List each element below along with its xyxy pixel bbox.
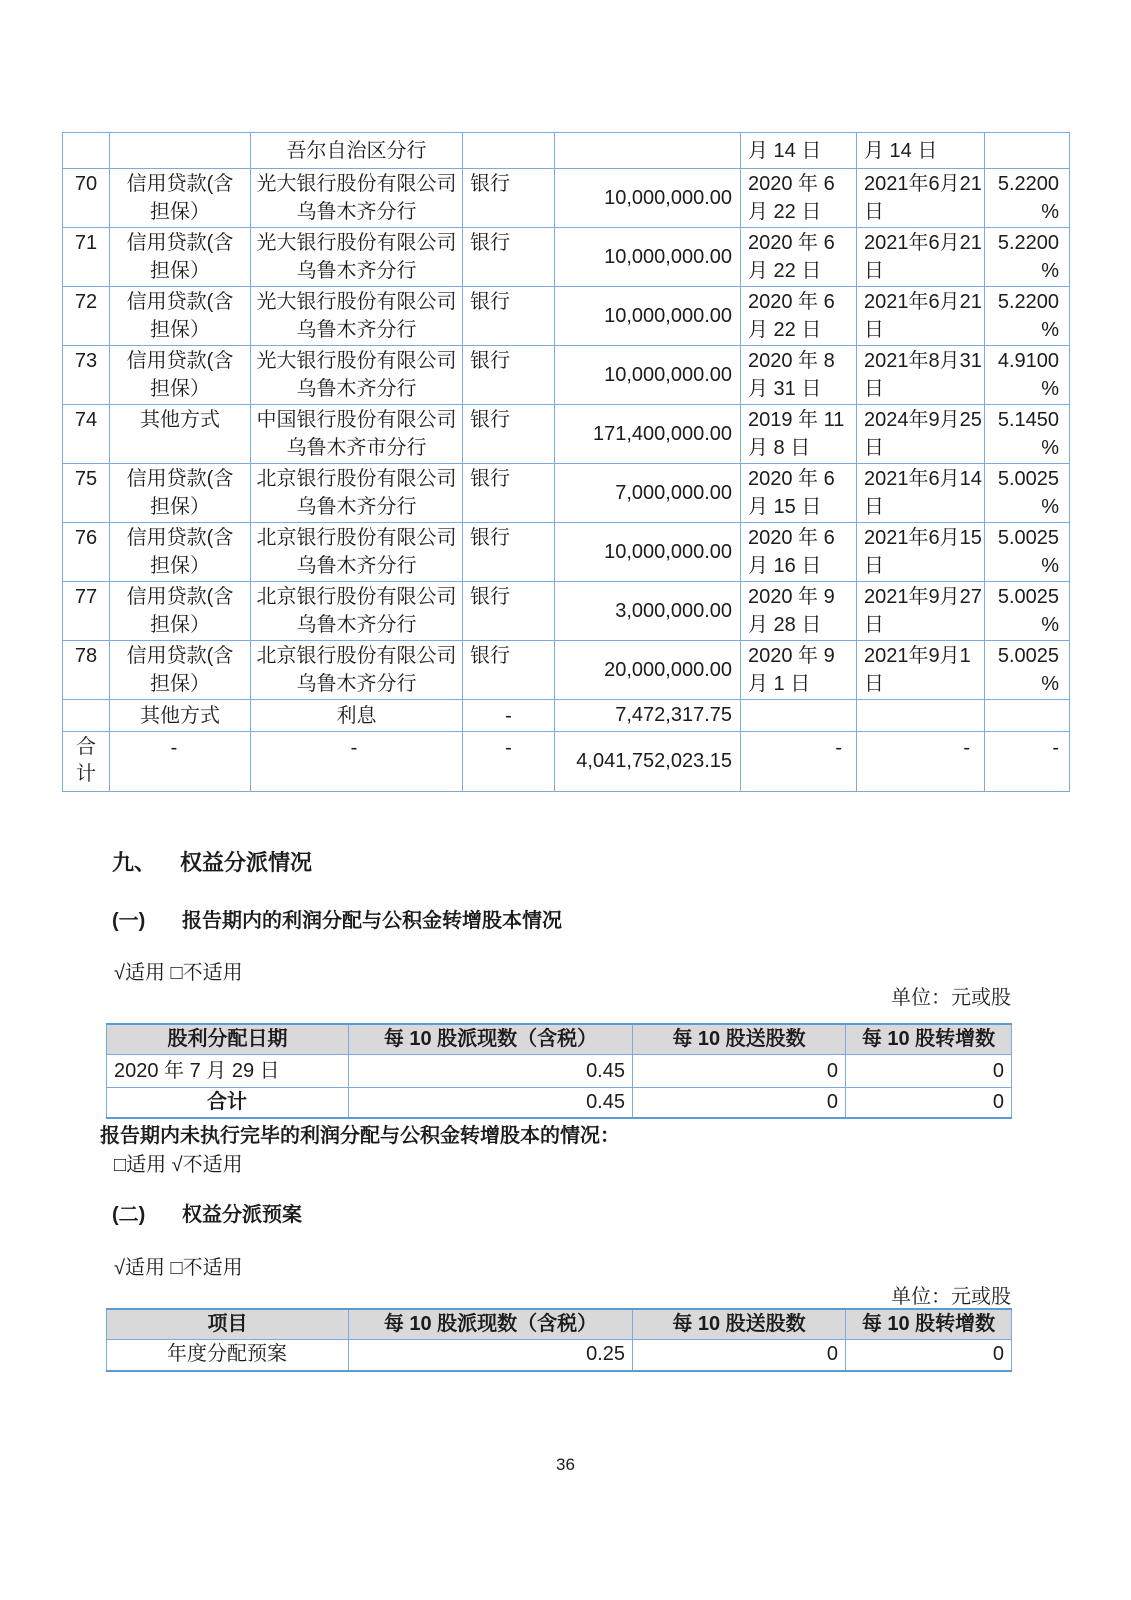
c3-cell: 0: [846, 1055, 1012, 1088]
lender-cell: 北京银行股份有限公司乌鲁木齐分行: [251, 464, 463, 523]
category-cell: 银行: [463, 346, 555, 405]
start-cell: 2019 年 11 月 8 日: [741, 405, 857, 464]
end-cell: 2021年9月27 日: [857, 582, 985, 641]
header-cash-per-10: 每 10 股派现数（含税）: [349, 1309, 633, 1340]
loan-type-cell: [110, 133, 251, 169]
end-cell: 2024年9月25 日: [857, 405, 985, 464]
header-bonus-per-10: 每 10 股送股数: [633, 1024, 846, 1055]
lender-cell: 光大银行股份有限公司乌鲁木齐分行: [251, 169, 463, 228]
loan-row: [63, 405, 1070, 464]
rate-cell: 5.0025%: [985, 523, 1070, 582]
header-distribution-date: 股利分配日期: [107, 1024, 349, 1055]
rate-cell: 5.2200%: [985, 169, 1070, 228]
start-date-cell: [741, 700, 857, 732]
type-cell: 信用贷款(含担保）: [110, 464, 251, 523]
row-no-cell: [63, 133, 110, 169]
section-number: 九、: [112, 850, 157, 875]
rate-cell: 5.0025%: [985, 641, 1070, 700]
c2-cell: 0: [633, 1088, 846, 1119]
no-cell: 70: [63, 169, 110, 228]
start-cell: 2020 年 6 月 22 日: [741, 287, 857, 346]
type-cell: 信用贷款(含担保）: [110, 346, 251, 405]
category-cell: 银行: [463, 405, 555, 464]
end-date-cell: [857, 700, 985, 732]
no-cell: 78: [63, 641, 110, 700]
end-cell: 2021年6月14 日: [857, 464, 985, 523]
end-cell: 2021年8月31 日: [857, 346, 985, 405]
rate-cell: 5.2200%: [985, 228, 1070, 287]
subsection-2-heading: [112, 1198, 302, 1227]
amount-cell: 3,000,000.00: [555, 582, 741, 641]
rate-cell: 5.0025%: [985, 464, 1070, 523]
total-amount-cell: 4,041,752,023.15: [555, 732, 741, 792]
end-cell: 2021年6月21 日: [857, 287, 985, 346]
c0-cell: 2020 年 7 月 29 日: [107, 1055, 349, 1088]
subsection-1-title: 报告期内的利润分配与公积金转增股本情况: [182, 910, 562, 932]
rate-cell: 5.0025%: [985, 582, 1070, 641]
loan-row: [63, 346, 1070, 405]
loan-row: [63, 464, 1070, 523]
no-cell: 74: [63, 405, 110, 464]
lender-cell: 光大银行股份有限公司乌鲁木齐分行: [251, 346, 463, 405]
c2-cell: 0: [633, 1340, 846, 1371]
rate-cell: 5.1450%: [985, 405, 1070, 464]
type-cell: 信用贷款(含担保）: [110, 641, 251, 700]
amount-cell: [555, 133, 741, 169]
row-no-cell: [63, 700, 110, 732]
type-cell: 信用贷款(含担保）: [110, 169, 251, 228]
applicability-line-2: □适用 √不适用: [114, 1154, 243, 1176]
amount-cell: 10,000,000.00: [555, 228, 741, 287]
category-cell: -: [463, 732, 555, 792]
amount-cell: 10,000,000.00: [555, 523, 741, 582]
category-cell: 银行: [463, 228, 555, 287]
amount-cell: 10,000,000.00: [555, 346, 741, 405]
lender-cell: 吾尔自治区分行: [251, 133, 463, 169]
c1-cell: 0.25: [349, 1340, 633, 1371]
end-date-cell: -: [857, 732, 985, 792]
header-conversion-per-10: 每 10 股转增数: [846, 1309, 1012, 1340]
c1-cell: 0.45: [349, 1055, 633, 1088]
c3-cell: 0: [846, 1340, 1012, 1371]
amount-cell: 7,472,317.75: [555, 700, 741, 732]
rate-cell: 5.2200%: [985, 287, 1070, 346]
unit-label-1: 单位：元或股: [891, 987, 1011, 1009]
subsection-2-number: (二): [112, 1204, 146, 1226]
section-title: 权益分派情况: [180, 850, 313, 875]
start-cell: 2020 年 6 月 22 日: [741, 169, 857, 228]
end-cell: 2021年6月21 日: [857, 169, 985, 228]
rate-cell: 4.9100%: [985, 346, 1070, 405]
no-cell: 75: [63, 464, 110, 523]
loan-row: [63, 523, 1070, 582]
loan-type-cell: -: [110, 732, 251, 792]
category-cell: 银行: [463, 464, 555, 523]
start-date-cell: 月 14 日: [741, 133, 857, 169]
dividend-row: [107, 1088, 1012, 1119]
amount-cell: 171,400,000.00: [555, 405, 741, 464]
category-cell: 银行: [463, 523, 555, 582]
distribution-proposal-table: [106, 1308, 1012, 1372]
loan-row: [63, 169, 1070, 228]
table-row-carryover: [63, 133, 1070, 169]
total-label-cell: 合计: [63, 732, 110, 792]
start-date-cell: -: [741, 732, 857, 792]
loan-type-cell: 其他方式: [110, 700, 251, 732]
applicability-line-3: √适用 □不适用: [114, 1257, 243, 1279]
end-cell: 2021年6月15 日: [857, 523, 985, 582]
category-cell: 银行: [463, 582, 555, 641]
unit-label-2: 单位：元或股: [891, 1286, 1011, 1308]
c3-cell: 0: [846, 1088, 1012, 1119]
table-row-interest: [63, 700, 1070, 732]
type-cell: 信用贷款(含担保）: [110, 287, 251, 346]
loan-row: [63, 641, 1070, 700]
no-cell: 72: [63, 287, 110, 346]
category-cell: 银行: [463, 169, 555, 228]
amount-cell: 7,000,000.00: [555, 464, 741, 523]
header-item: 项目: [107, 1309, 349, 1340]
lender-cell: 北京银行股份有限公司乌鲁木齐分行: [251, 641, 463, 700]
lender-cell: -: [251, 732, 463, 792]
start-cell: 2020 年 8 月 31 日: [741, 346, 857, 405]
loan-row: [63, 582, 1070, 641]
dividend-row: [107, 1055, 1012, 1088]
start-cell: 2020 年 9 月 1 日: [741, 641, 857, 700]
page-number: 36: [556, 1455, 575, 1474]
unexecuted-distribution-note: 报告期内未执行完毕的利润分配与公积金转增股本的情况：: [100, 1125, 620, 1147]
loan-row: [63, 287, 1070, 346]
c0-cell: 合计: [107, 1088, 349, 1119]
applicability-line-1: √适用 □不适用: [114, 962, 243, 984]
lender-cell: 光大银行股份有限公司乌鲁木齐分行: [251, 287, 463, 346]
no-cell: 73: [63, 346, 110, 405]
lender-cell: 利息: [251, 700, 463, 732]
amount-cell: 10,000,000.00: [555, 287, 741, 346]
c1-cell: 0.45: [349, 1088, 633, 1119]
end-cell: 2021年9月1 日: [857, 641, 985, 700]
amount-cell: 10,000,000.00: [555, 169, 741, 228]
category-cell: 银行: [463, 641, 555, 700]
type-cell: 信用贷款(含担保）: [110, 228, 251, 287]
no-cell: 76: [63, 523, 110, 582]
start-cell: 2020 年 6 月 15 日: [741, 464, 857, 523]
start-cell: 2020 年 6 月 22 日: [741, 228, 857, 287]
rate-cell: [985, 700, 1070, 732]
c2-cell: 0: [633, 1055, 846, 1088]
header-cash-per-10: 每 10 股派现数（含税）: [349, 1024, 633, 1055]
c0-cell: 年度分配预案: [107, 1340, 349, 1371]
category-cell: [463, 133, 555, 169]
start-cell: 2020 年 9 月 28 日: [741, 582, 857, 641]
subsection-2-title: 权益分派预案: [182, 1204, 302, 1226]
lender-cell: 中国银行股份有限公司乌鲁木齐市分行: [251, 405, 463, 464]
amount-cell: 20,000,000.00: [555, 641, 741, 700]
no-cell: 77: [63, 582, 110, 641]
loan-continuation-table: [62, 132, 1070, 792]
section-heading: [112, 846, 312, 877]
loan-row: [63, 228, 1070, 287]
dividend-distribution-table: [106, 1023, 1012, 1119]
table-header-row: [107, 1024, 1012, 1055]
no-cell: 71: [63, 228, 110, 287]
rate-cell: -: [985, 732, 1070, 792]
table-header-row: [107, 1309, 1012, 1340]
subsection-1-number: (一): [112, 910, 146, 932]
start-cell: 2020 年 6 月 16 日: [741, 523, 857, 582]
category-cell: 银行: [463, 287, 555, 346]
type-cell: 信用贷款(含担保）: [110, 523, 251, 582]
lender-cell: 北京银行股份有限公司乌鲁木齐分行: [251, 582, 463, 641]
header-conversion-per-10: 每 10 股转增数: [846, 1024, 1012, 1055]
end-date-cell: 月 14 日: [857, 133, 985, 169]
header-bonus-per-10: 每 10 股送股数: [633, 1309, 846, 1340]
subsection-1-heading: [112, 904, 562, 933]
rate-cell: [985, 133, 1070, 169]
table-row-total: [63, 732, 1070, 792]
category-cell: -: [463, 700, 555, 732]
type-cell: 信用贷款(含担保）: [110, 582, 251, 641]
end-cell: 2021年6月21 日: [857, 228, 985, 287]
lender-cell: 光大银行股份有限公司乌鲁木齐分行: [251, 228, 463, 287]
proposal-row: [107, 1340, 1012, 1371]
lender-cell: 北京银行股份有限公司乌鲁木齐分行: [251, 523, 463, 582]
type-cell: 其他方式: [110, 405, 251, 464]
